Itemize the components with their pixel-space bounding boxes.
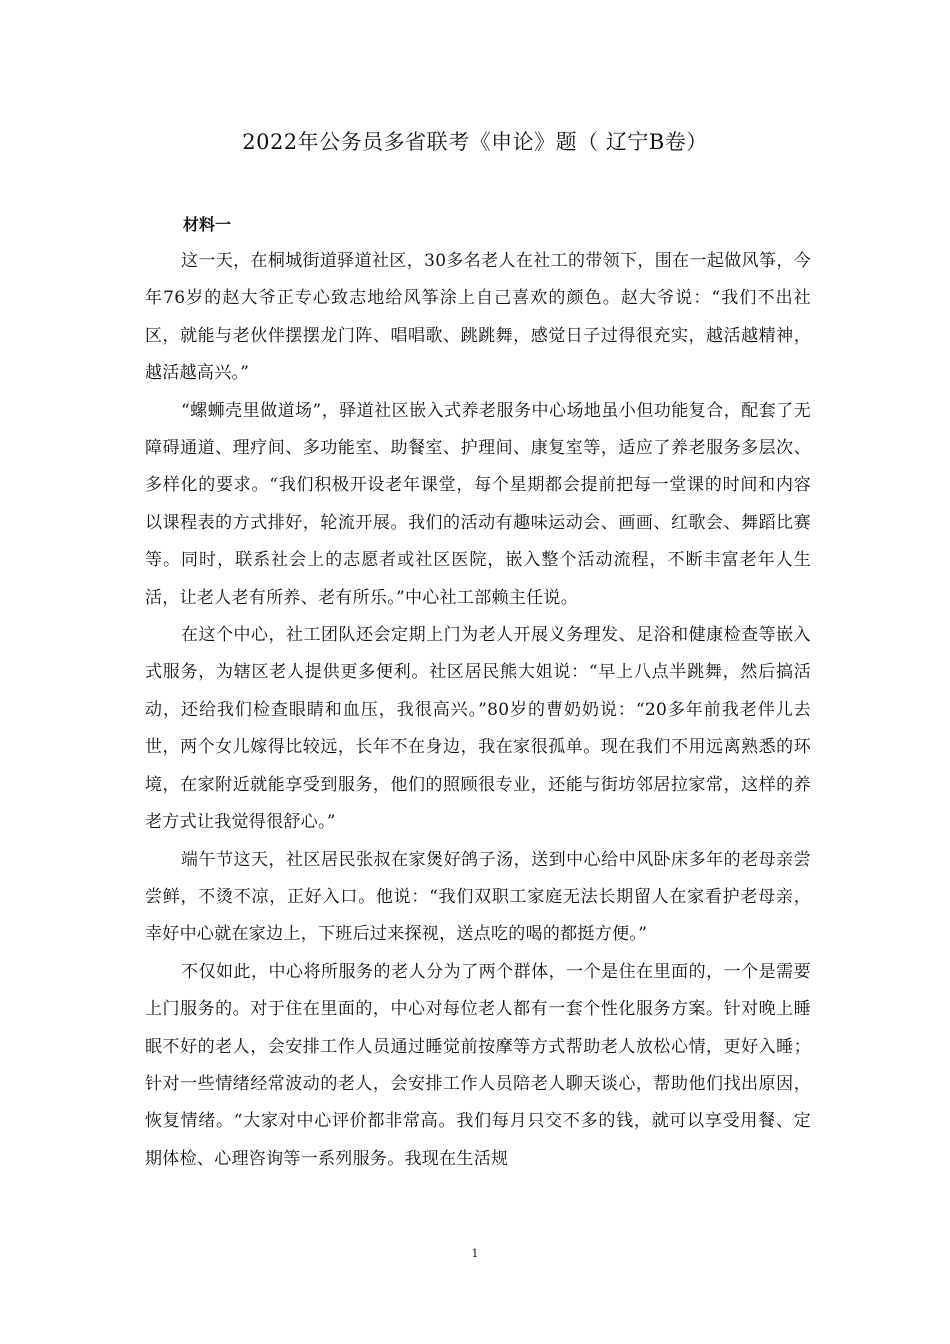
document-body xyxy=(145,206,811,1178)
paragraph-4: 端午节这天，社区居民张叔在家煲好鸽子汤，送到中心给中风卧床多年的老母亲尝尝鲜，不烫不凉，正好入口。他说：“我们双职工家庭无法长期留人在家看护老母亲，幸好中心就在家边上，下班后过来探视，送点吃的喝的都挺方便。” xyxy=(145,849,811,945)
paragraph-1: 这一天，在桐城街道驿道社区，30多名老人在社工的带领下，围在一起做风筝，今年76岁的赵大爷正专心致志地给风筝涂上自己喜欢的颜色。赵大爷说：“我们不出社区，就能与老伙伴摆摆龙门阵、唱唱歌、跳跳舞，感觉日子过得很充实，越活越精神，越活越高兴。” xyxy=(145,251,811,384)
page-number: 1 xyxy=(471,1247,479,1260)
section-label: 材料一 xyxy=(183,215,232,234)
document-title: 2022年公务员多省联考《申论》题（ 辽宁B卷） xyxy=(242,130,708,154)
paragraph-5: 不仅如此，中心将所服务的老人分为了两个群体，一个是住在里面的，一个是需要上门服务的。对于住在里面的，中心对每位老人都有一套个性化服务方案。针对晚上睡眠不好的老人，会安排工作人员通过睡觉前按摩等方式帮助老人放松心情，更好入睡；针对一些情绪经常波动的老人，会安排工作人员陪老人聊天谈心，帮助他们找出原因，恢复情绪。“大家对中心评价都非常高。我们每月只交不多的钱，就可以享受用餐、定期体检、心理咨询等一系列服务。我现在生活规 xyxy=(145,961,811,1169)
paragraph-2: “螺蛳壳里做道场”，驿道社区嵌入式养老服务中心场地虽小但功能复合，配套了无障碍通道、理疗间、多功能室、助餐室、护理间、康复室等，适应了养老服务多层次、多样化的要求。“我们积极开设老年课堂，每个星期都会提前把每一堂课的时间和内容以课程表的方式排好，轮流开展。我们的活动有趣味运动会、画画、红歌会、舞蹈比赛等。同时，联系社会上的志愿者或社区医院，嵌入整个活动流程，不断丰富老年人生活，让老人老有所养、老有所乐。”中心社工部赖主任说。 xyxy=(145,400,811,608)
paragraph-3: 在这个中心，社工团队还会定期上门为老人开展义务理发、足浴和健康检查等嵌入式服务，为辖区老人提供更多便利。社区居民熊大姐说：“早上八点半跳舞，然后搞活动，还给我们检查眼睛和血压，我很高兴。”80岁的曹奶奶说：“20多年前我老伴儿去世，两个女儿嫁得比较远，长年不在身边，我在家很孤单。现在我们不用远离熟悉的环境，在家附近就能享受到服务，他们的照顾很专业，还能与街坊邻居拉家常，这样的养老方式让我觉得很舒心。” xyxy=(145,625,811,833)
